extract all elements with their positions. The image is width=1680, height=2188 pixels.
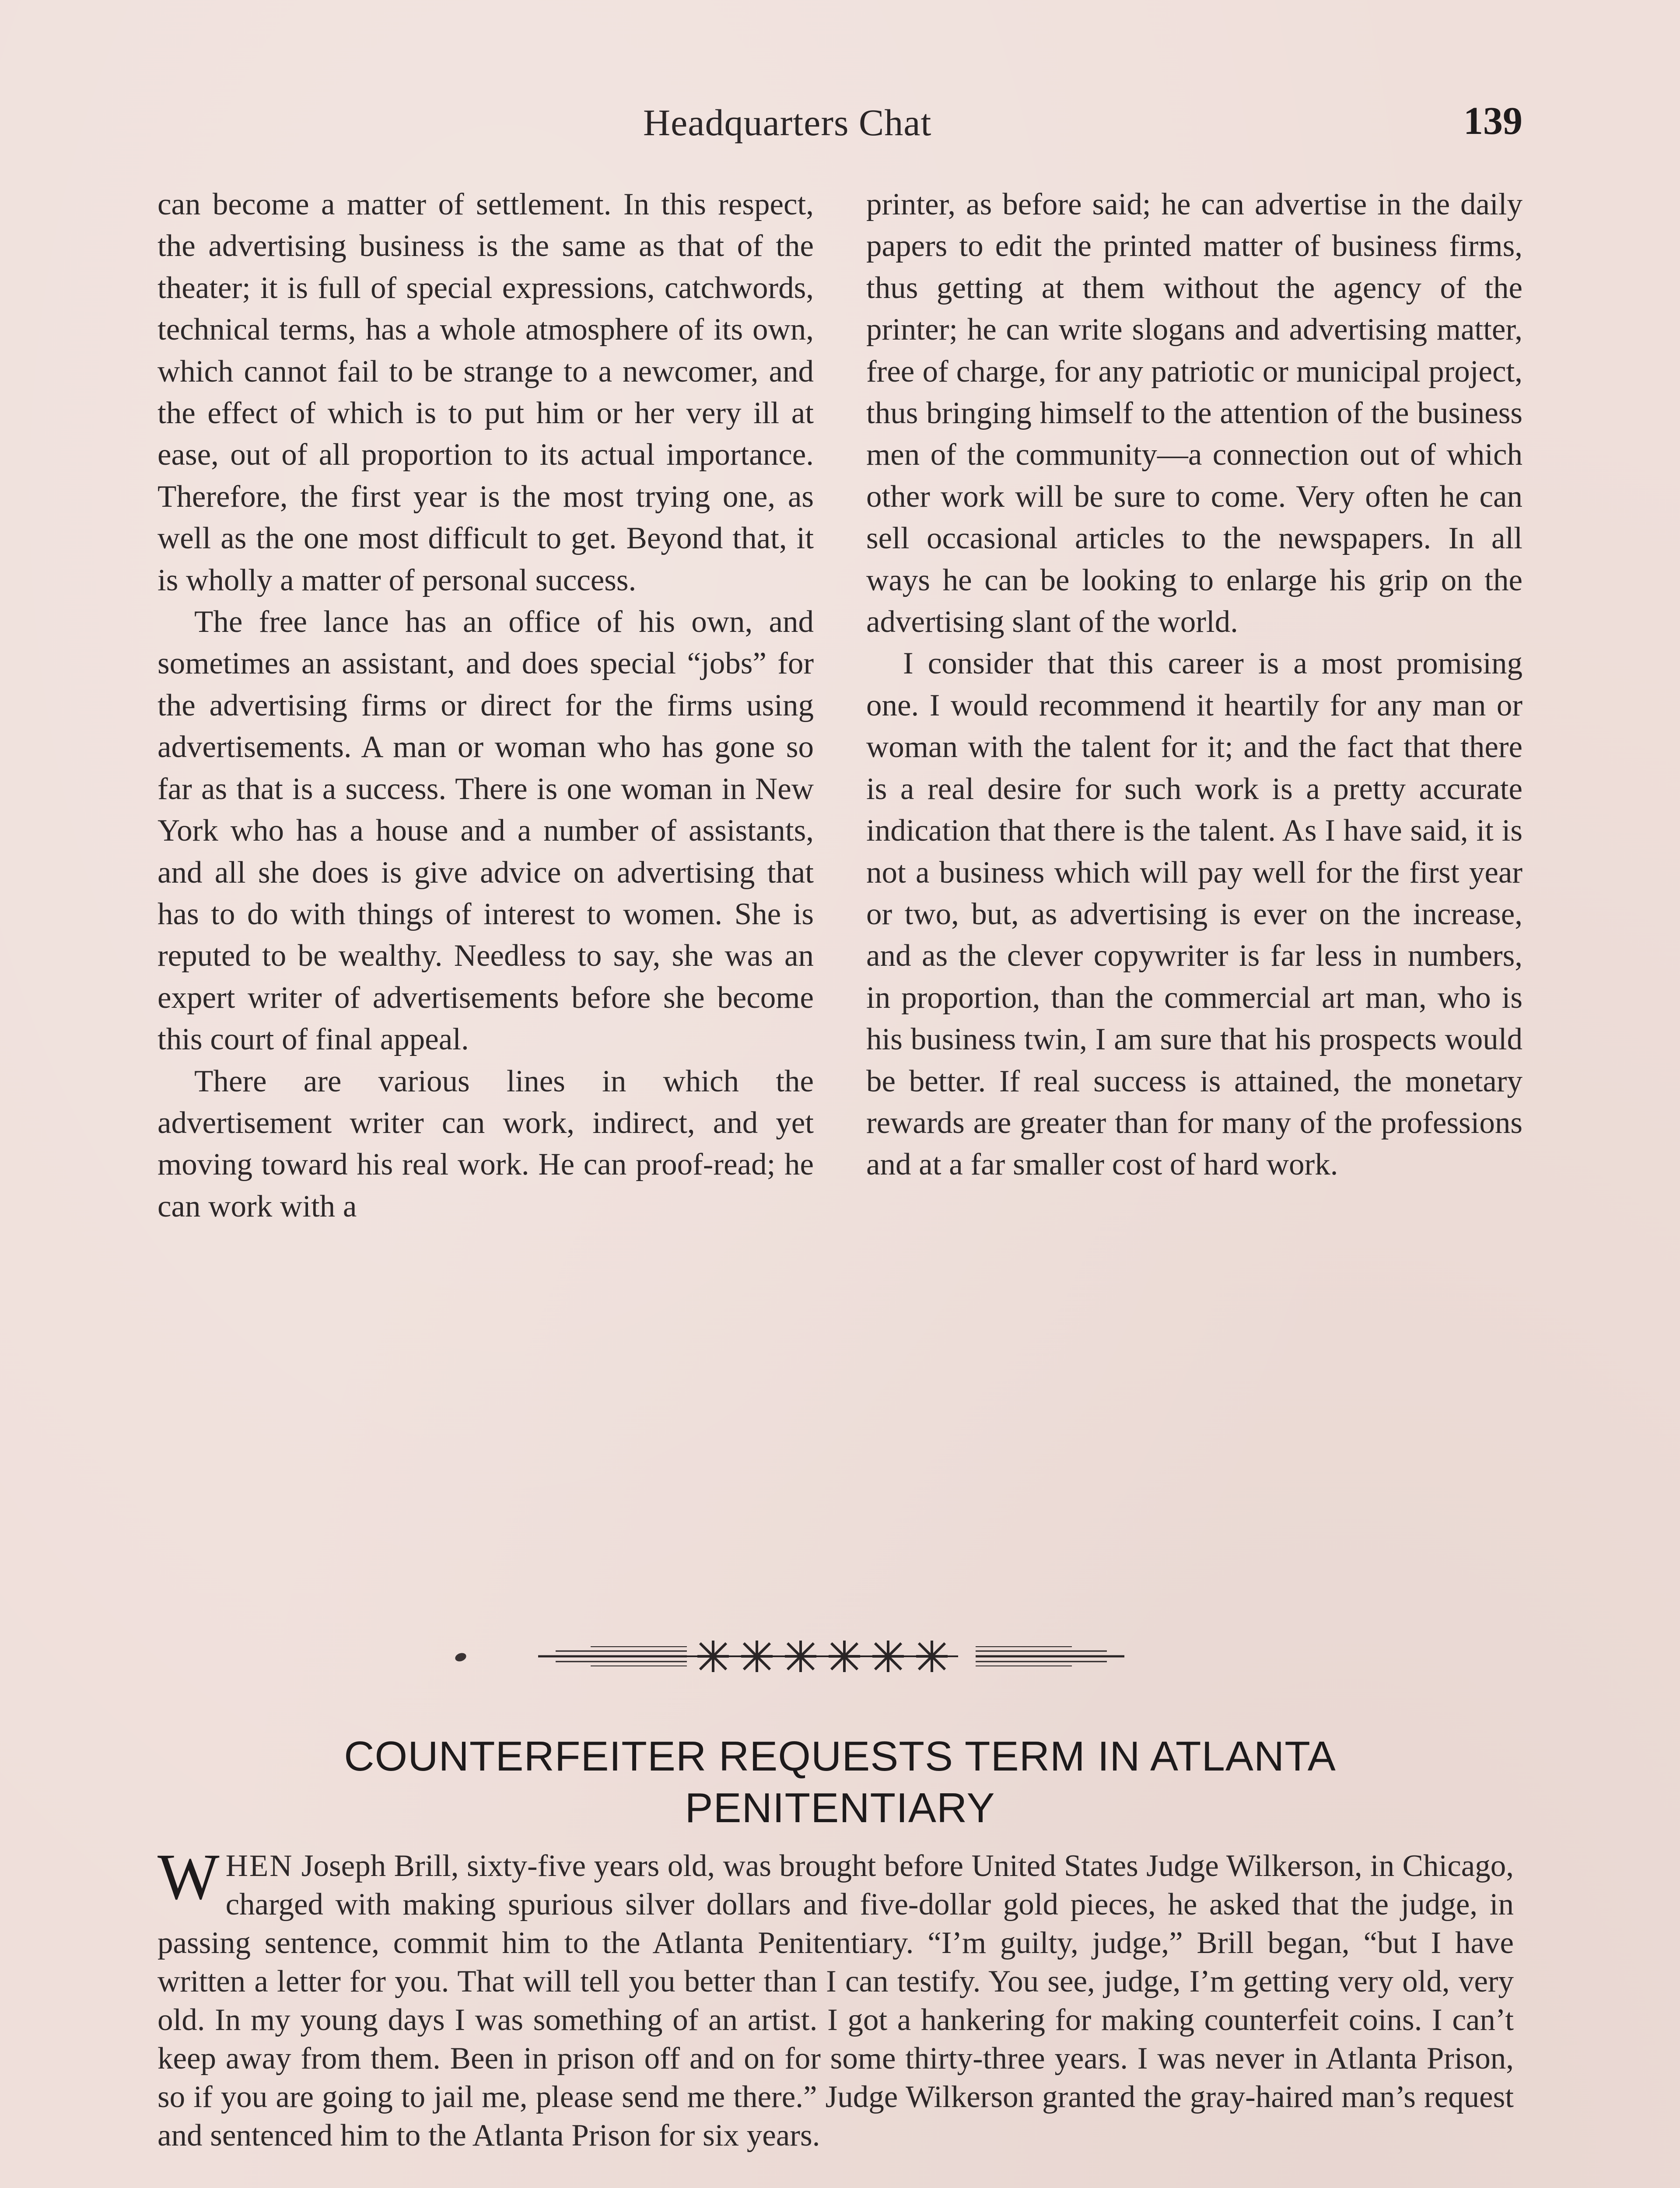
ink-speck	[454, 1652, 468, 1663]
paragraph: printer, as before said; he can advertise in the daily papers to edit the printed matter of business firms, thus getting at them without the agency of the printer; he can write slogans and advertising matter, free of charge, for any patriotic or municipal project, thus bringing himself to the attention of the business men of the community—a connection out of which other work will be sure to come. Very often he can sell occasional articles to the newspapers. In all ways he can be looking to enlarge his grip on the advertising slant of the world.	[866, 187, 1522, 639]
right-column	[866, 184, 1522, 1186]
headline-line-1: COUNTERFEITER REQUESTS TERM IN ATLANTA	[344, 1733, 1336, 1780]
headline-line-2: PENITENTIARY	[685, 1785, 995, 1831]
left-column	[158, 184, 814, 1227]
running-header: Headquarters Chat	[643, 102, 932, 144]
drop-cap: W	[158, 1841, 220, 1913]
decorative-rule-ornament-icon	[538, 1639, 1124, 1674]
article-headline	[158, 1731, 1522, 1834]
paragraph: There are various lines in which the advertisement writer can work, indirect, and yet moving toward his real work. He can proof-read; he can work with a	[158, 1064, 814, 1224]
lead-word: HEN	[225, 1849, 294, 1883]
page-number: 139	[1463, 99, 1522, 143]
two-column-text	[158, 184, 1522, 1571]
paragraph: can become a matter of settlement. In this respect, the advertising business is the same as that of the theater; it is full of special expressions, catchwords, technical terms, has a whole atmosphere of its own, which cannot fail to be strange to a newcomer, and the effect of which is to put him or her very ill at ease, out of all proportion to its actual importance. Therefore, the first year is the most trying one, as well as the one most difficult to get. Beyond that, it is wholly a matter of personal success.	[158, 187, 814, 597]
paragraph: The free lance has an office of his own, and sometimes an assistant, and does special “jobs” for the advertising firms or direct for the firms using advertisements. A man or woman who has gone so far as that is a success. There is one woman in New York who has a house and a number of assistants, and all she does is give advice on advertising that has to do with things of interest to women. She is reputed to be wealthy. Needless to say, she was an expert writer of advertisements before she become this court of final appeal.	[158, 605, 814, 1057]
article-body	[158, 1841, 1514, 2155]
paragraph: I consider that this career is a most promising one. I would recommend it heartily for any man or woman with the talent for it; and the fact that there is a real desire for such work is a pretty accurate indication that there is the talent. As I have said, it is not a business which will pay well for the first year or two, but, as advertising is ever on the increase, and as the clever copywriter is far less in numbers, in proportion, than the commercial art man, who is his business twin, I am sure that his prospects would be better. If real success is attained, the monetary rewards are greater than for many of the professions and at a far smaller cost of hard work.	[866, 646, 1522, 1182]
article-text: Joseph Brill, sixty-five years old, was brought before United States Judge Wilkerson, in Chicago, charged with making spurious silver dollars and five-dollar gold pieces, he asked that the judge, in passing sentence, commit him to the Atlanta Penitentiary. “I’m guilty, judge,” Brill began, “but I have written a letter for you. That will tell you better than I can testify. You see, judge, I’m getting very old, very old. In my young days I was something of an artist. I got a hankering for making counterfeit coins. I can’t keep away from them. Been in prison off and on for some thirty-three years. I was never in Atlanta Prison, so if you are going to jail me, please send me there.” Judge Wilkerson granted the gray-haired man’s request and sentenced him to the Atlanta Prison for six years.	[158, 1849, 1514, 2153]
